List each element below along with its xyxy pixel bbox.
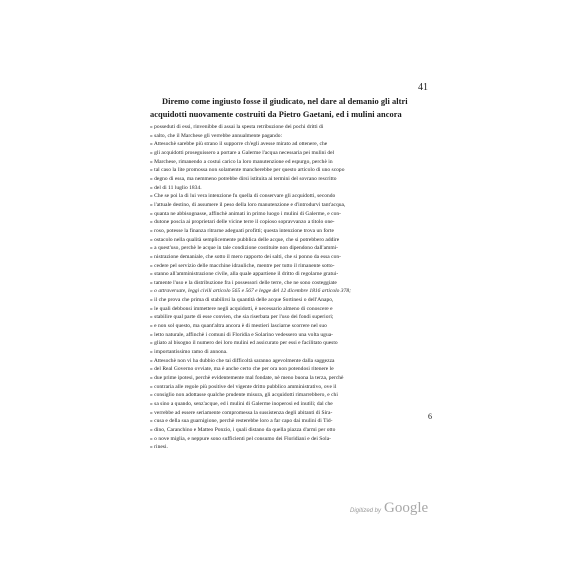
text-line: » ostacolo nella qualità semplicemente pubblica delle acque, che si potrebbero addire [150, 236, 340, 243]
text-line: » o attraversate, leggi civili articolo 565 e 567 e legge del 12 dicembre 1816 articolo 378; [150, 288, 351, 295]
signature-mark: 6 [428, 412, 432, 421]
google-logo: Google [384, 500, 429, 516]
heading-line: Diremo come ingiusto fosse il giudicato, nel dare al demanio gli altri [162, 97, 408, 106]
text-line: » gli acquidotti proseguissero a portare a Galerme l'acqua necessaria pei mulini del [150, 149, 335, 156]
text-line: » stanno all'amministrazione civile, alla quale appartiene il dritto di regolarne gratui- [150, 271, 339, 278]
text-line: » verrebbe ad essere seriamente compromessa la sussistenza degli abitanti di Sira- [150, 409, 333, 416]
text-line: » salto, che il Marchese gli verrebbe annualmente pagando: [150, 132, 283, 139]
text-line: » Che se poi la di lui vera intenzione fu quella di conservare gli acquidotti, secondo [150, 193, 336, 200]
text-line: » nistrazione demaniale, che sotto il mero rapporto dei salti, che si ponno da essa con- [150, 253, 341, 260]
text-line: » gliato al bisogno il numero dei loro mulini ed assicurato per essi e facilitato questo [150, 340, 338, 347]
text-line: » contraria alle regole più positive del vigente dritto pubblico amministrativo, ove il [150, 383, 337, 390]
text-line: » importantissimo ramo di annona. [150, 349, 228, 356]
digitized-watermark [350, 500, 428, 517]
text-line: » l'attuale destino, di assumere il peso della loro manutenzione e d'introdurvi tant'acqua, [150, 201, 346, 208]
text-line: » sa sino a quando, senz'acque, ed i mulini di Galerme inoperosi ed inutili; dal che [150, 401, 333, 407]
text-line: » dutone poscia ai proprietari delle vicine terre il copioso sopravvanzo a titolo one- [150, 219, 335, 226]
text-line: » tal caso la lite promossa non solamente mancherebbe per questo articolo di uno scopo [150, 167, 345, 174]
text-line: » degno di essa, ma nemmeno potrebbe dirsi istituita ai termini del sovrano rescritto [150, 175, 337, 182]
text-line: » due prime ipotesi, perchè evidentemente mal fondate, nè meno buona la terza, perchè [150, 375, 344, 382]
text-line: » cusa e della sua guarnigione, perchè resterebbe loro a far capo dai mulini di Tid- [150, 418, 333, 425]
text-line: » del Real Governo ovviate, ma è anche certo che per ora non potendosi ritenere le [150, 366, 334, 373]
text-line: » del di 11 luglio 1834. [150, 184, 202, 191]
text-line: » roso, potesse la finanza ritrarne adeguati profitti; questa intenzione trova un forte [150, 227, 334, 234]
body-text [150, 95, 440, 452]
text-line: » Attesochè sarebbe più strano il supporre ch'egli avesse mirato ad ottenere, che [150, 141, 328, 148]
page-number: 41 [418, 82, 428, 93]
text-line: » rinesi. [150, 444, 168, 451]
heading-line: acquidotti nuovamente costruiti da Pietro Gaetani, ed i mulini ancora [150, 110, 402, 119]
text-line: » Attesochè non vi ha dubbio che tai difficoltà saranno agevolmente dalla saggezza [150, 357, 335, 364]
text-line: » tamente l'uso e la distribuzione fra i possessori delle terre, che ne sono costeggiate [150, 279, 337, 286]
text-line: » quanta ne abbisognasse, affinchè animati in primo luogo i mulini di Galerme, e con- [150, 210, 341, 217]
text-line: » il che prova che prima di stabilirsi la quantità delle acque Sortinesi o dell'Anapo, [150, 297, 334, 304]
watermark-prefix: Digitized by [350, 508, 382, 514]
text-line: » a quest'uso, perchè le acque in tale condizione costituite non dipendono dall'ammi- [150, 245, 339, 252]
text-line: » posseduti di essi, rinvenibbe di assai la spesta retribuzione dei pochi dritti di [150, 124, 324, 130]
text-line: » e non sol questo, ma quant'altra ancora è di mestieri lasciarne scorrere nel suo [150, 323, 327, 330]
text-line: » le quali debbonsi immettere negli acquidotti, è necessario almeno di conoscere e [150, 305, 333, 312]
text-line: » cedere pel servizio delle macchine idrauliche, mentre per tutto il rimanente sotto- [150, 262, 335, 269]
text-line: » dino, Caranchino e Matteo Ponzio, i quali distano da quella piazza d'armi per otto [150, 426, 336, 433]
text-line: » stabilire qual parte di esse convien, che sia riserbata per l'uso dei fondi superiori; [150, 314, 334, 321]
text-line: » o nove miglia, e neppure sono sufficienti pel consumo dei Floridiani e dei Sola- [150, 435, 332, 442]
text-line: » Marchese, rimanendo a costui carico la loro manutenzione ed espurgo, perchè in [150, 158, 333, 165]
text-line: » letto naturale, affinchè i comuni di Floridia e Solarino vedessero una volta ugua- [150, 331, 334, 338]
text-line: » consiglio non adottasse qualche prudente misura, gli acquidotti rimarrebbero, e chi [150, 392, 338, 399]
